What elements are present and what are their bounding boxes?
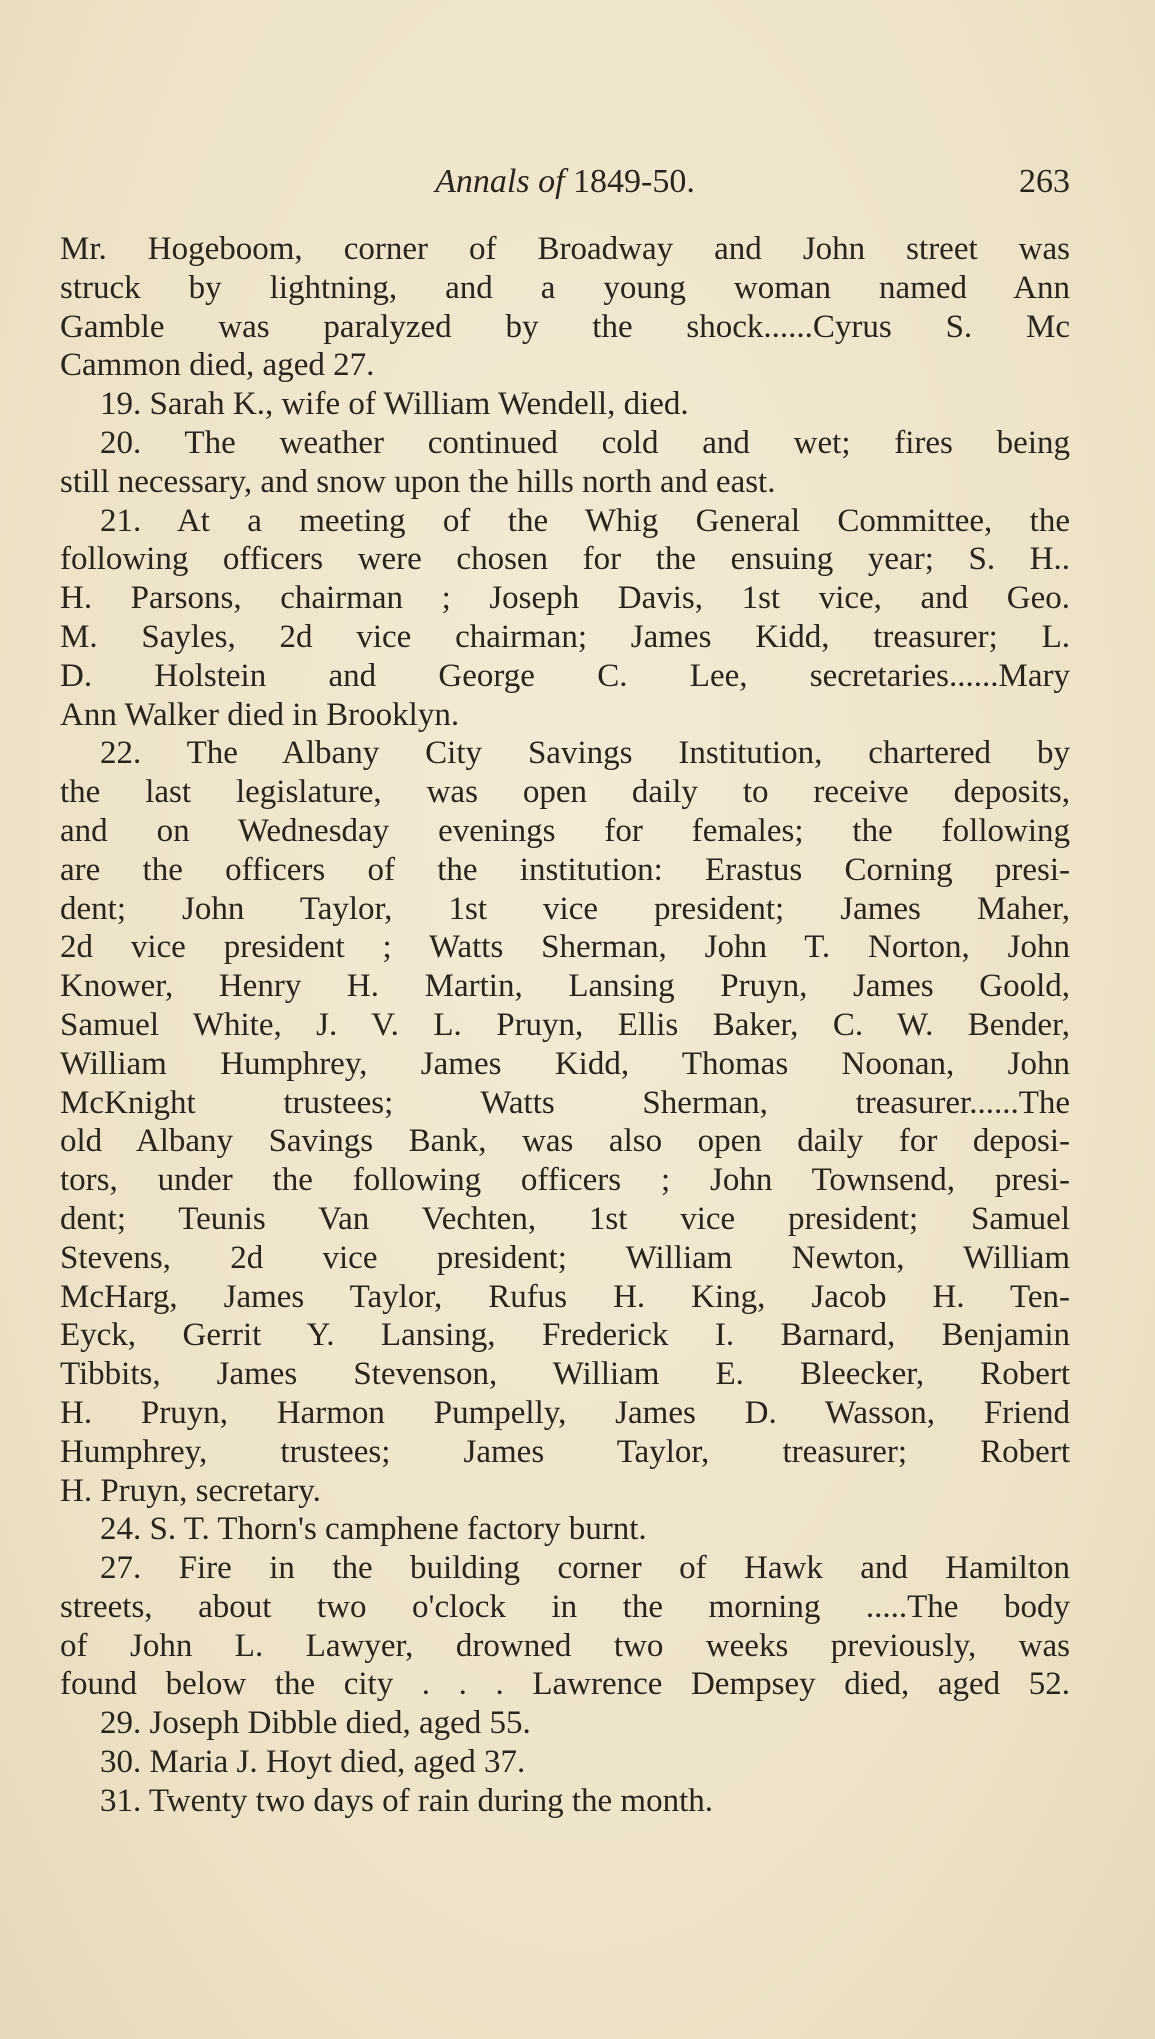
text-line: D. Holstein and George C. Lee, secretaries......Mary [60, 657, 1070, 694]
text-line: McKnight trustees; Watts Sherman, treasurer......The [60, 1084, 1070, 1121]
text-line: 2d vice president ; Watts Sherman, John T. Norton, John [60, 929, 1070, 966]
text-line: 31. Twenty two days of rain during the month. [100, 1782, 713, 1819]
text-line: and on Wednesday evenings for females; the following [60, 812, 1070, 849]
text-line: Cammon died, aged 27. [60, 347, 375, 384]
text-line: 24. S. T. Thorn's camphene factory burnt. [100, 1511, 647, 1548]
text-line: Knower, Henry H. Martin, Lansing Pruyn, James Goold, [60, 968, 1070, 1005]
text-line: 19. Sarah K., wife of William Wendell, died. [100, 386, 689, 423]
running-title [60, 157, 1070, 207]
text-line: Stevens, 2d vice president; William Newton, William [60, 1239, 1070, 1276]
text-line: Mr. Hogeboom, corner of Broadway and John street was [60, 231, 1070, 267]
text-line: Samuel White, J. V. L. Pruyn, Ellis Baker, C. W. Bender, [60, 1006, 1070, 1043]
text-line: tors, under the following officers ; John Townsend, presi- [60, 1162, 1070, 1199]
body-text [60, 230, 1070, 1821]
text-line: of John L. Lawyer, drowned two weeks previously, was [60, 1627, 1070, 1664]
text-line: still necessary, and snow upon the hills north and east. [60, 463, 776, 500]
text-line: 22. The Albany City Savings Institution, chartered by [100, 735, 1070, 772]
text-line: 20. The weather continued cold and wet; fires being [100, 424, 1070, 461]
text-line: old Albany Savings Bank, was also open daily for deposi- [60, 1123, 1070, 1160]
text-line: 27. Fire in the building corner of Hawk and Hamilton [100, 1550, 1070, 1587]
page-number: 263 [1019, 163, 1070, 200]
text-line: 30. Maria J. Hoyt died, aged 37. [100, 1744, 526, 1781]
text-line: H. Pruyn, secretary. [60, 1472, 321, 1509]
page-header [60, 157, 1070, 207]
text-line: M. Sayles, 2d vice chairman; James Kidd, treasurer; L. [60, 618, 1070, 655]
text-line: are the officers of the institution: Erastus Corning presi- [60, 851, 1070, 888]
text-line: Gamble was paralyzed by the shock......Cyrus S. Mc [60, 308, 1070, 345]
text-line: struck by lightning, and a young woman named Ann [60, 269, 1070, 306]
text-line: the last legislature, was open daily to receive deposits, [60, 774, 1070, 811]
text-line: William Humphrey, James Kidd, Thomas Noonan, John [60, 1045, 1070, 1082]
text-line: Ann Walker died in Brooklyn. [60, 696, 460, 733]
text-line: following officers were chosen for the ensuing year; S. H.. [60, 541, 1070, 578]
running-title-italic: Annals of [435, 163, 565, 200]
text-line: McHarg, James Taylor, Rufus H. King, Jacob H. Ten- [60, 1278, 1070, 1315]
text-line: Eyck, Gerrit Y. Lansing, Frederick I. Barnard, Benjamin [60, 1317, 1070, 1354]
text-line: 29. Joseph Dibble died, aged 55. [100, 1705, 531, 1742]
text-line: streets, about two o'clock in the morning .....The body [60, 1588, 1070, 1625]
text-line: Tibbits, James Stevenson, William E. Bleecker, Robert [60, 1356, 1070, 1393]
text-line: dent; Teunis Van Vechten, 1st vice president; Samuel [60, 1200, 1070, 1237]
running-title-year: 1849-50. [573, 163, 695, 200]
text-line: H. Pruyn, Harmon Pumpelly, James D. Wasson, Friend [60, 1394, 1070, 1431]
text-line: 21. At a meeting of the Whig General Committee, the [100, 502, 1070, 539]
text-line: Humphrey, trustees; James Taylor, treasurer; Robert [60, 1433, 1070, 1470]
text-line: found below the city . . . Lawrence Dempsey died, aged 52. [60, 1666, 1070, 1703]
text-line: H. Parsons, chairman ; Joseph Davis, 1st vice, and Geo. [60, 580, 1070, 617]
text-line: dent; John Taylor, 1st vice president; James Maher, [60, 890, 1070, 927]
